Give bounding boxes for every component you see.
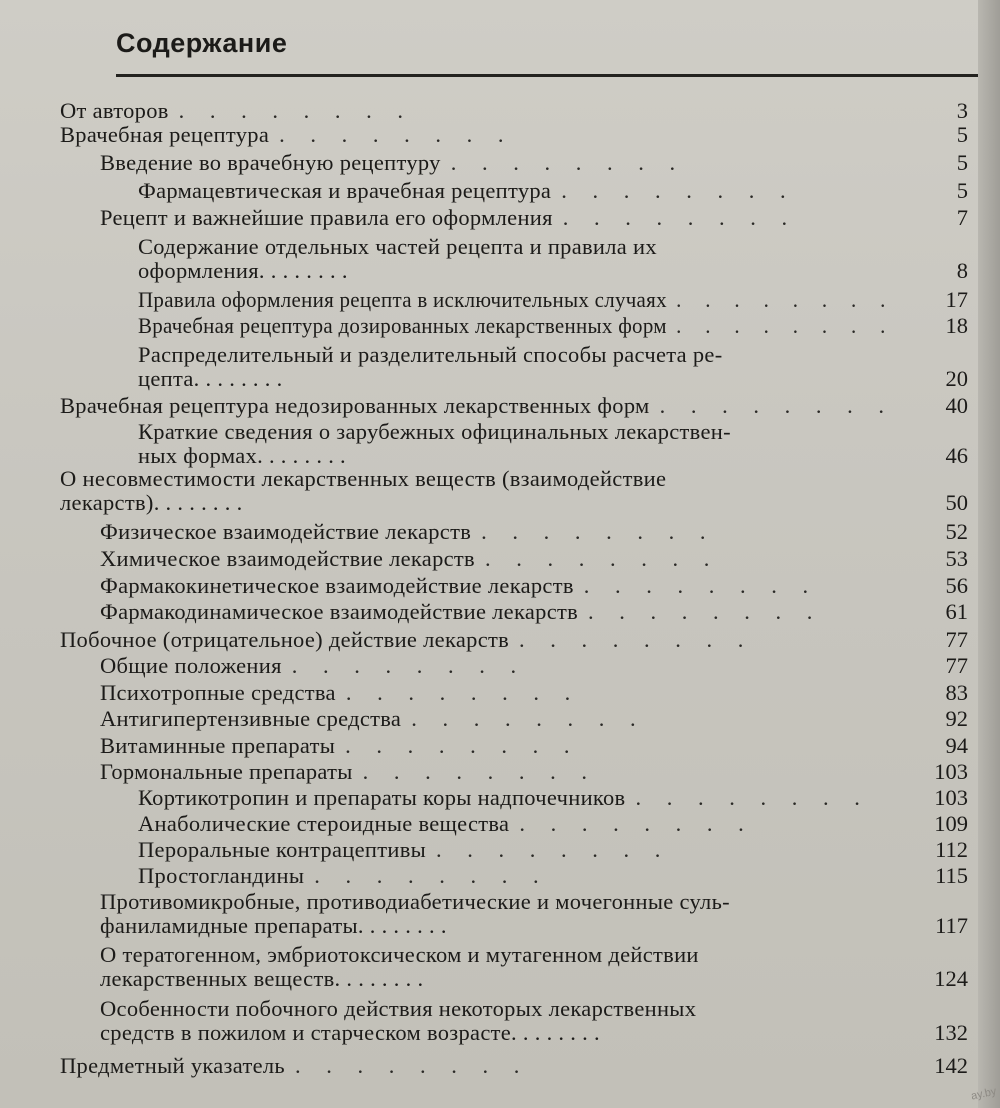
dot-leader: . . . . . . . . [279,122,514,147]
dot-leader: . . . . . . . . [314,863,549,888]
dot-leader: . . . . . . . . [481,519,716,544]
toc-entry [60,627,753,653]
toc-entry-title: Противомикробные, противодиабетические и мочегонные суль- [100,889,730,914]
toc-entry-title: Побочное (отрицательное) действие лекарств [60,627,510,652]
dot-leader: . . . . . . . . [153,490,243,515]
dot-leader: . . . . . . . . [519,627,754,652]
dot-leader: . . . . . . . . [511,1020,600,1045]
toc-entry [138,342,723,368]
dot-leader: . . . . . . . . [635,785,870,810]
toc-entry-title: Общие положения [100,653,282,678]
toc-page-number: 20 [945,366,968,391]
toc-page-number: 132 [934,1020,968,1045]
dot-leader: . . . . . . . . [450,150,686,175]
toc-page-number: 8 [956,258,968,283]
toc-entry-title: Предметный указатель [60,1053,285,1078]
toc-entry-title-continuation: оформления. . . . . . . . [138,258,348,283]
toc-entry-title: Фармакокинетическое взаимодействие лекарств [100,573,574,598]
dot-leader: . . . . . . . . [357,913,447,938]
toc-entry-title: Простогландины [138,863,305,888]
dot-leader: . . . . . . . . [334,966,424,991]
dot-leader: . . . . . . . . [588,599,823,624]
dot-leader: . . . . . . . . [257,443,346,468]
toc-entry-title: О тератогенном, эмбриотоксическом и мутагенном действии [100,942,699,967]
toc-entry-title: Краткие сведения о зарубежных официнальных лекарствен- [138,419,731,444]
toc-page-number: 7 [956,205,968,230]
dot-leader: . . . . . . . . [561,178,796,203]
toc-page-number: 17 [945,287,968,312]
toc-entry-title: Антигипертензивные средства [100,706,402,731]
toc-entry-title: Рецепт и важнейшие правила его оформления [100,205,553,230]
toc-entry [138,419,731,445]
toc-entry [100,733,580,759]
toc-entry [138,178,796,204]
toc-entry-title: Пероральные контрацептивы [138,837,427,862]
toc-entry-title: Врачебная рецептура недозированных лекарственных форм [60,393,650,418]
toc-entry-title-continuation: цепта. . . . . . . . [138,366,283,391]
toc-entry-title: Врачебная рецептура дозированных лекарственных форм [138,313,667,338]
toc-page-number: 52 [945,519,968,544]
toc-page-number: 92 [945,706,968,731]
dot-leader: . . . . . . . . [258,258,348,283]
dot-leader: . . . . . . . . [676,313,895,338]
dot-leader: . . . . . . . . [345,680,581,705]
toc-entry [100,546,719,572]
dot-leader: . . . . . . . . [676,287,895,312]
toc-entry [100,759,597,785]
toc-page-number: 53 [945,546,968,571]
toc-entry [100,599,822,625]
toc-entry [100,706,646,732]
dot-leader: . . . . . . . . [436,837,671,862]
dot-leader: . . . . . . . . [178,98,414,123]
toc-page-number: 94 [945,733,968,758]
toc-entry [138,837,670,863]
toc-entry [100,942,699,968]
toc-page-number: 77 [945,627,968,652]
toc-page-number: 103 [934,785,968,810]
toc-page-number: 103 [934,759,968,784]
toc-entry-title: Гормональные препараты [100,759,353,784]
toc-entry [100,653,526,679]
toc-entry [60,122,514,148]
dot-leader: . . . . . . . . [291,653,527,678]
toc-entry [100,150,685,176]
toc-page-number: 77 [945,653,968,678]
toc-entry [138,811,754,837]
toc-entry [60,393,894,419]
toc-page-number: 117 [935,913,968,938]
dot-leader: . . . . . . . . [583,573,819,598]
toc-entry [138,234,657,260]
toc-entry-title: Содержание отдельных частей рецепта и правила их [138,234,657,259]
toc-page-number: 40 [945,393,968,418]
toc-page-number: 56 [945,573,968,598]
toc-page-number: 61 [945,599,968,624]
dot-leader: . . . . . . . . [519,811,754,836]
toc-entry-title: Распределительный и разделительный способы расчета ре- [138,342,723,367]
toc-entry [100,519,716,545]
toc-page-number: 18 [945,313,968,338]
toc-entry [60,98,413,124]
toc-entry-title: Фармакодинамическое взаимодействие лекарств [100,599,579,624]
toc-entry-title-continuation: лекарственных веществ. . . . . . . . [100,966,424,991]
toc-entry-title: Физическое взаимодействие лекарств [100,519,472,544]
toc-entry [138,313,895,339]
dot-leader: . . . . . . . . [562,205,798,230]
toc-entry-title-continuation: средств в пожилом и старческом возрасте. . . . . . . . [100,1020,600,1045]
toc-entry-title: О несовместимости лекарственных веществ (взаимодействие [60,466,667,491]
dot-leader: . . . . . . . . [345,733,580,758]
toc-entry [60,1053,529,1079]
watermark: ay.by [969,1085,997,1103]
dot-leader: . . . . . . . . [484,546,720,571]
toc-page-number: 112 [935,837,968,862]
toc-entry [138,785,870,811]
toc-entry [60,466,666,492]
toc-entry-title: Анаболические стероидные вещества [138,811,510,836]
toc-entry [100,205,797,231]
toc-page-number: 5 [956,178,968,203]
toc-entry [100,573,818,599]
dot-leader: . . . . . . . . [294,1053,530,1078]
toc-entry [100,680,580,706]
toc-entry-title-continuation: ных формах. . . . . . . . [138,443,346,468]
toc-page-number: 83 [945,680,968,705]
toc-entry-title: Введение во врачебную рецептуру [100,150,441,175]
toc-entry-title: Врачебная рецептура [60,122,270,147]
toc-page-number: 124 [934,966,968,991]
toc-entry-title: От авторов [60,98,169,123]
toc-page-number: 115 [935,863,968,888]
toc-page-number: 46 [945,443,968,468]
toc-entry [100,996,696,1022]
toc-entry-title: Химическое взаимодействие лекарств [100,546,475,571]
dot-leader: . . . . . . . . [193,366,283,391]
toc-page-number: 142 [934,1053,968,1078]
toc-entry-title: Правила оформления рецепта в исключительных случаях [138,287,667,312]
dot-leader: . . . . . . . . [659,393,894,418]
toc-entry-title: Фармацевтическая и врачебная рецептура [138,178,552,203]
dot-leader: . . . . . . . . [411,706,646,731]
toc-entry-title-continuation: лекарств). . . . . . . . [60,490,243,515]
toc-page-number: 109 [934,811,968,836]
contents-heading: Содержание [116,28,288,58]
toc-page-number: 50 [945,490,968,515]
dot-leader: . . . . . . . . [362,759,598,784]
toc-page-number: 5 [956,150,968,175]
toc-entry-title: Особенности побочного действия некоторых лекарственных [100,996,697,1021]
toc-entry [138,287,895,313]
toc-entry [138,863,549,889]
toc-entry-title: Витаминные препараты [100,733,336,758]
toc-page-number: 3 [956,98,968,123]
toc-entry-title-continuation: фаниламидные препараты. . . . . . . . [100,913,447,938]
toc-entry-title: Кортикотропин и препараты коры надпочечников [138,785,626,810]
toc-page-number: 5 [956,122,968,147]
toc-entry [100,889,730,915]
toc-entry-title: Психотропные средства [100,680,336,705]
